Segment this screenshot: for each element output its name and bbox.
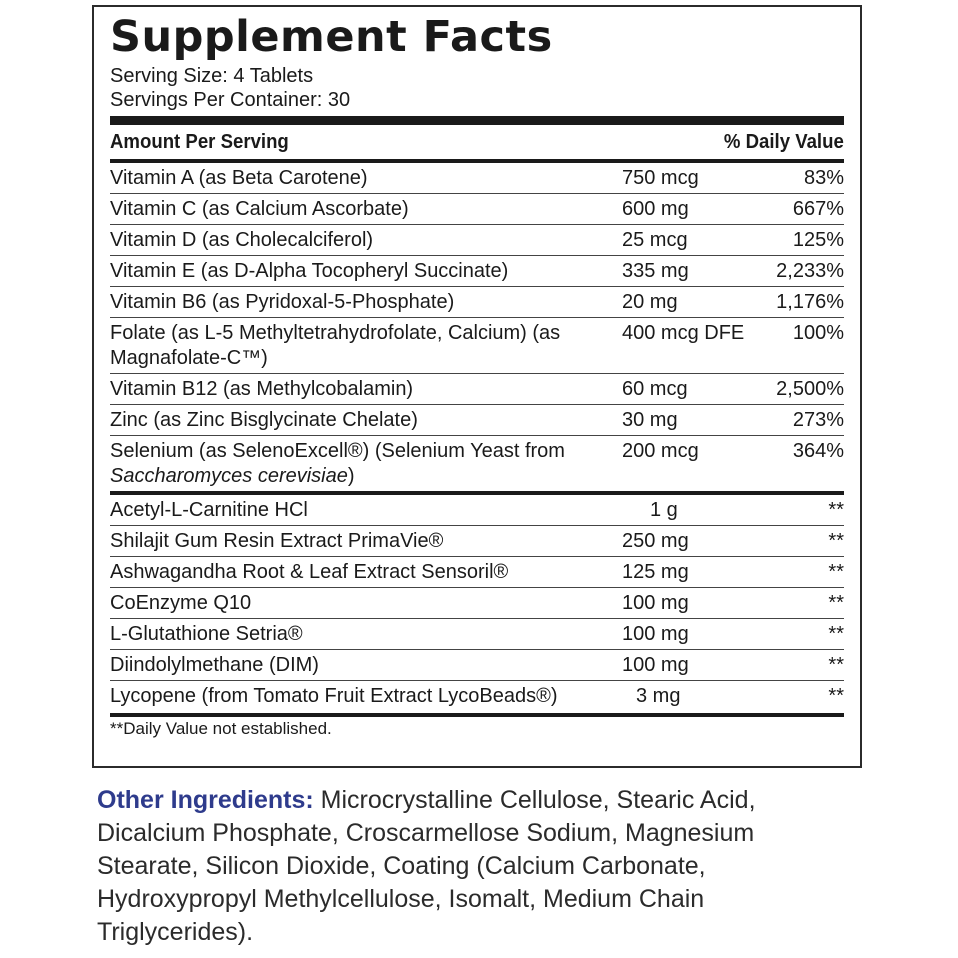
nutrient-amount: 30 mg: [622, 409, 678, 431]
ingredient-amount: 100 mg: [622, 592, 689, 614]
ingredient-name: Lycopene (from Tomato Fruit Extract LycoBeads®): [110, 685, 558, 707]
nutrient-daily-value: 2,233%: [776, 260, 844, 282]
vitamin-list: [110, 163, 844, 491]
panel-title: Supplement Facts: [110, 12, 553, 62]
nutrient-name: [110, 439, 622, 489]
nutrient-amount: 60 mcg: [622, 378, 688, 400]
ingredient-daily-value: **: [828, 685, 844, 707]
nutrient-daily-value: 83%: [803, 167, 844, 189]
nutrient-daily-value: 100%: [792, 322, 844, 344]
other-ingredients-text: Microcrystalline Cellulose, Stearic Acid, Dicalcium Phosphate, Croscarmellose Sodium, Magnesium Stearate, Silicon Dioxide, Coating (Calcium Carbonate, Hydroxypropyl Methylcellulose, Isomalt, Medium Chain Triglycerides).: [97, 786, 756, 946]
nutrient-name: Folate (as L-5 Methyltetrahydrofolate, Calcium) (as Magnafolate-C™): [110, 322, 561, 369]
nutrient-name: Vitamin D (as Cholecalciferol): [110, 229, 374, 251]
table-row: [110, 681, 844, 711]
nutrient-amount: 200 mcg: [622, 440, 699, 462]
ingredient-name: Shilajit Gum Resin Extract PrimaVie®: [110, 530, 444, 552]
nutrient-amount: 20 mg: [622, 291, 678, 313]
ingredient-amount: 100 mg: [622, 623, 689, 645]
nutrient-name: Vitamin B12 (as Methylcobalamin): [110, 378, 414, 400]
ingredient-amount: 250 mg: [622, 530, 689, 552]
ingredient-name: L-Glutathione Setria®: [110, 623, 303, 645]
servings-per-container: Servings Per Container: 30: [110, 89, 351, 111]
daily-value-heading: % Daily Value: [723, 131, 844, 153]
nutrient-name: Vitamin B6 (as Pyridoxal-5-Phosphate): [110, 291, 455, 313]
ingredient-name: Ashwagandha Root & Leaf Extract Sensoril®: [110, 561, 509, 583]
ingredient-amount: 125 mg: [622, 561, 689, 583]
nutrient-amount: 400 mcg DFE: [622, 322, 745, 344]
table-row: [110, 588, 844, 619]
ingredient-daily-value: **: [828, 499, 844, 521]
ingredient-name: Acetyl-L-Carnitine HCl: [110, 499, 308, 521]
nutrient-amount: 335 mg: [622, 260, 689, 282]
table-row: [110, 436, 844, 491]
table-header: [110, 125, 844, 159]
table-row: [110, 287, 844, 318]
ingredient-daily-value: **: [828, 561, 844, 583]
nutrient-daily-value: 273%: [792, 409, 844, 431]
nutrient-daily-value: 2,500%: [776, 378, 844, 400]
table-row: [110, 163, 844, 194]
other-ingredients: [97, 784, 837, 949]
nutrient-amount: 600 mg: [622, 198, 689, 220]
nutrient-name: Vitamin A (as Beta Carotene): [110, 167, 368, 189]
nutrient-daily-value: 667%: [792, 198, 844, 220]
ingredient-name: Diindolylmethane (DIM): [110, 654, 319, 676]
table-row: [110, 318, 844, 374]
table-row: [110, 619, 844, 650]
daily-value-footnote: **Daily Value not established.: [110, 719, 332, 738]
other-ingredient-list: [110, 495, 844, 711]
nutrient-name: Vitamin C (as Calcium Ascorbate): [110, 198, 409, 220]
selenium-name-line: Selenium (as SelenoExcell®) (Selenium Yeast from: [110, 440, 565, 462]
nutrient-daily-value: 1,176%: [776, 291, 844, 313]
other-ingredients-label: Other Ingredients:: [97, 786, 314, 814]
table-row: [110, 495, 844, 526]
selenium-source-species: Saccharomyces cerevisiae: [110, 465, 348, 487]
table-row: [110, 405, 844, 436]
ingredient-daily-value: **: [828, 654, 844, 676]
ingredient-daily-value: **: [828, 530, 844, 552]
nutrient-amount: 25 mcg: [622, 229, 688, 251]
selenium-close-paren: ): [347, 465, 355, 487]
nutrient-name: Vitamin E (as D-Alpha Tocopheryl Succinate): [110, 260, 509, 282]
thick-divider: [110, 116, 844, 125]
amount-per-serving-heading: Amount Per Serving: [110, 131, 289, 153]
ingredient-daily-value: **: [828, 623, 844, 645]
nutrient-amount: 750 mcg: [622, 167, 699, 189]
serving-size: Serving Size: 4 Tablets: [110, 65, 314, 87]
ingredient-daily-value: **: [828, 592, 844, 614]
table-row: [110, 374, 844, 405]
ingredient-amount: 100 mg: [622, 654, 689, 676]
table-row: [110, 557, 844, 588]
table-row: [110, 526, 844, 557]
ingredient-name: CoEnzyme Q10: [110, 592, 252, 614]
table-row: [110, 225, 844, 256]
table-row: [110, 650, 844, 681]
table-row: [110, 256, 844, 287]
supplement-facts-panel: [92, 5, 862, 768]
nutrient-daily-value: 364%: [792, 440, 844, 462]
table-row: [110, 194, 844, 225]
nutrient-name: Zinc (as Zinc Bisglycinate Chelate): [110, 409, 418, 431]
ingredient-amount: 3 mg: [636, 685, 681, 707]
nutrient-daily-value: 125%: [792, 229, 844, 251]
ingredient-amount: 1 g: [650, 499, 678, 521]
